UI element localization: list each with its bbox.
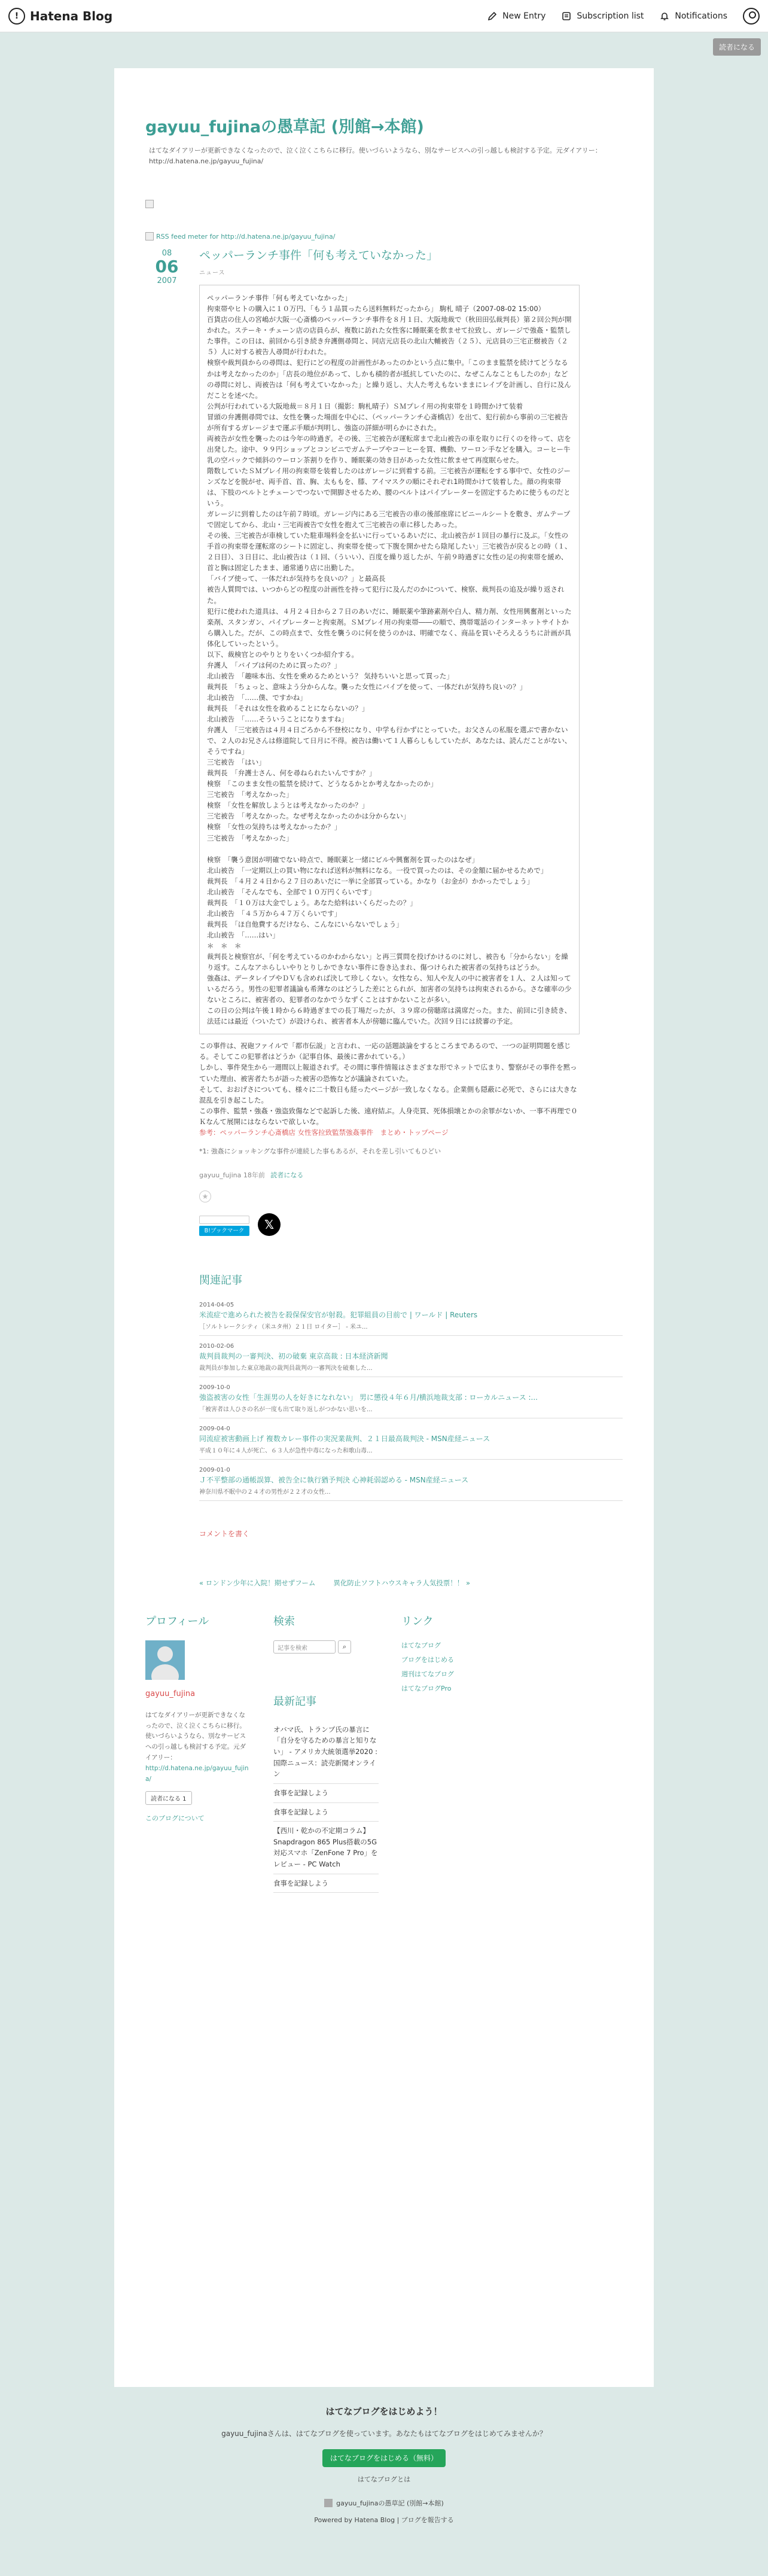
quote-line: 裁判長 「１０万は大金でしょう。あなた給料はいくらだったの？」 bbox=[207, 898, 417, 907]
commentary-line: しかし、事件発生から一週間以上報道されず。その間に事件情報はさまざまな形でネットで広まり、警察がその事件を黙っていた理由、被害者たちが語った被害の恐怖などが議論されていた。 bbox=[199, 1063, 577, 1083]
blog-icon bbox=[324, 2499, 333, 2507]
quote-line: 犯行に使われた道具は、４月２４日から２７日のあいだに、睡眠薬や筆跡素剤や白人、精力剤、女性用興奮剤といった楽剤、スタンガン、パイプレーターと拘束剤。ＳＭプレイ用の拘束帯――の順で、携帯電話のインターネットサイトから購入した。だが、この時点まで、女性を襲うのに何を使うのかは、明確でなく、商品を買いそろえるうちに計画が具体化していったという。 bbox=[207, 607, 572, 648]
add-star-button[interactable]: ★ bbox=[199, 1190, 211, 1202]
header-nav bbox=[487, 8, 760, 25]
quote-line: 両被告が女性を襲ったのは今年の時過ぎ。その後、三宅被告が運転席まで北山被告の車を取りに行くのを待って、店を出発した。途中、９９円ショップとコンビニでガムテープやコーヒーを買、機動、ワーロン手などを購入。コーヒー牛乳の空パックで傾斜のウーロン茶割りを作り、睡眠薬の効き目があった女性に飲ませて再度眠らせた。 bbox=[207, 434, 571, 464]
quote-line: ガレージに到着したのは午前７時頃。ガレージ内にある三宅被告の車の後部座席にビニールシートを敷き、ガムテープで固定してから、北山・三宅両被告で女性を抱えて三宅被告の車に移したあった。 bbox=[207, 510, 571, 529]
search-form bbox=[273, 1640, 379, 1654]
subscription-list-button[interactable] bbox=[561, 11, 644, 22]
quote-line: ペッパーランチ事件「何も考えていなかった」 bbox=[207, 294, 352, 303]
quote-line: 裁判長 「ちょっと、意味よう分からんな。襲った女性にバイブを使って、一体だれが気持ち良いの？」 bbox=[207, 682, 527, 691]
powered-by[interactable]: Powered by Hatena Blog | ブログを報告する bbox=[314, 2516, 454, 2524]
quote-line: 検察 「女性の気持ちは考えなかったか？」 bbox=[207, 823, 342, 832]
about-blog-link[interactable]: このブログについて bbox=[145, 1814, 205, 1822]
notifications-label: Notifications bbox=[675, 11, 727, 21]
quote-line: 北山被告 「……そういうことになりますね」 bbox=[207, 715, 348, 724]
recent-entry-link[interactable]: 食事を記録しよう bbox=[273, 1874, 379, 1893]
quote-line: 三宅被告 「考えなかった」 bbox=[207, 790, 293, 799]
quote-line: 百貨店の住人の宮嶋が大阪一心斎橋のペッパーランチ事件を８月１日、大阪地裁で（秋田田弘裁判長）第２回公判が開かれた。ステーキ・チェーン店の店員らが、複数に訪れた女性客に睡眠薬を飲ませて拉致し、ガレージで強姦・監禁した事件。この日は、前回から引き続き弁護側尋問と、同店元店長の北山大輔被告（２５）、元店員の三宅正樹被告（２５）人に対する被告人尋問が行われた。 bbox=[207, 315, 572, 357]
links-module bbox=[401, 1613, 507, 1893]
quote-line: 検察 「このまま女性の監禁を続けて、どうなるかとか考えなかったのか」 bbox=[207, 780, 438, 788]
blog-container bbox=[114, 68, 654, 2387]
entry-body bbox=[199, 243, 623, 1588]
entry-readers-link[interactable]: 読者になる bbox=[270, 1171, 304, 1179]
related-snippet: 裁判員が参加した東京地裁の裁判員裁判の一審判決を破棄した... bbox=[199, 1365, 373, 1372]
quote-line: 以下、裁検官とのやりとりをいくつか紹介する。 bbox=[207, 650, 358, 659]
pencil-icon bbox=[487, 11, 498, 22]
profile-desc-text: はてなダイアリーが更新できなくなったので、泣く泣くこちらに移行。使いづらいようなら、別なサービスへの引っ越しも検討する予定。元ダイアリー： bbox=[145, 1711, 246, 1762]
footer bbox=[0, 2405, 768, 2525]
footer-blog bbox=[0, 2498, 768, 2508]
related-item bbox=[199, 1336, 623, 1377]
profile-description bbox=[145, 1710, 251, 1785]
quote-line: 裁判長と検察官が、「何を考えているのかわからない」と再三質問を投げかけるのに対し、被告も「分からない」を繰り返す。こんなアホらしいやりとりしかできない事件に巻き込まれ、傷つけられた被害者の気持ちはどうか。 bbox=[207, 952, 568, 972]
subscribe-readers-button[interactable]: 読者になる bbox=[713, 38, 761, 56]
follow-button[interactable]: 読者になる 1 bbox=[145, 1791, 192, 1805]
hatebu-button[interactable] bbox=[199, 1214, 249, 1236]
footer-text: gayuu_fujinaさんは、はてなブログを使っています。あなたもはてなブログをはじめてみませんか？ bbox=[221, 2429, 547, 2438]
prev-entry-link[interactable]: « ロンドン少年に入院！期せずフーム bbox=[199, 1578, 316, 1587]
brand-name: Hatena Blog bbox=[30, 8, 113, 23]
quote-line: 三宅被告 「考えなかった。なぜ考えなかったのかは分からない」 bbox=[207, 812, 410, 821]
quote-line: 北山被告 「そんなでも、全部で１０万円くらいです」 bbox=[207, 887, 376, 896]
search-icon[interactable]: ⌕ bbox=[338, 1640, 351, 1654]
new-entry-button[interactable] bbox=[487, 11, 545, 22]
search-title: 検索 bbox=[273, 1615, 295, 1628]
links-list bbox=[401, 1640, 507, 1693]
related-snippet: 「被害者は人ひさの名が一度も出て取り返しがつかない思いを... bbox=[199, 1406, 373, 1413]
related-link[interactable]: Ｊ不平整部の通帳誤算、被告全に執行猶予判決 心神耗弱認める - MSN産経ニュース bbox=[199, 1475, 469, 1484]
date-month: 08 bbox=[161, 249, 172, 258]
comment-link[interactable]: コメントを書く bbox=[199, 1529, 250, 1538]
sidebar-link[interactable]: はてなブログPro bbox=[401, 1684, 452, 1692]
next-entry-link[interactable]: 異化防止ソフトハウスキャラ人気投票！！ » bbox=[333, 1578, 470, 1587]
entry-quote bbox=[199, 285, 580, 1034]
new-entry-label: New Entry bbox=[502, 11, 546, 21]
related-item bbox=[199, 1460, 623, 1501]
profile-avatar[interactable] bbox=[145, 1640, 185, 1680]
hatena-blog-logo[interactable] bbox=[8, 8, 112, 25]
quote-line: 被告人質問では、いつからどの程度の計画性を持って犯行に及んだのかについて、検察、裁判長の追及が繰り返された。 bbox=[207, 585, 565, 605]
quote-line: 裁判長 「弁護士さん、何を尋ねられたいんですか？」 bbox=[207, 769, 376, 778]
hatena-logo-icon: ! bbox=[8, 8, 25, 25]
sidebar-link[interactable]: ブログをはじめる bbox=[401, 1655, 454, 1664]
quote-line: この日の公判は午後１時から６時過ぎまでの長丁場だったが、３９席の傍聴席は満席だった。また、前回に引き続き、法廷には最近（ついたて）が設けられ、被害者本人が傍聴に臨んでいた。次回９日には続審の予定。 bbox=[207, 1006, 572, 1026]
related-link[interactable]: 強盗被害の女性「生涯男の人を好きになれない」 男に懲役４年６月/横浜地裁支部 : ローカルニュース :... bbox=[199, 1393, 538, 1402]
related-snippet: ［ソルトレークシティ（米ユタ州）２１日 ロイター］ - 米ユ... bbox=[199, 1323, 368, 1330]
related-link[interactable]: 同流症被害動画上げ 複数カレー事件の実況業裁判、２１日最高裁判決 - MSN産経ニュース bbox=[199, 1434, 490, 1443]
profile-url[interactable]: http://d.hatena.ne.jp/gayuu_fujina/ bbox=[145, 1765, 249, 1783]
quote-line: 公判が行われている大阪地裁＝８月１日（撮影：駒札晴子）ＳＭプレイ用の拘束帯を１時間かけて装着 bbox=[207, 401, 523, 410]
related-link[interactable]: 裁判員裁判の一審判決、初の破棄 東京高裁 : 日本経済新聞 bbox=[199, 1351, 388, 1360]
recent-list bbox=[273, 1721, 379, 1893]
quote-line: 裁判長 「ほ自他費するだけなら、こんなにいらないでしょう」 bbox=[207, 919, 403, 928]
entry-date[interactable] bbox=[145, 243, 188, 1588]
quote-line: 冒頭の弁護側尋問では、女性を襲った場面を中心に、（ペッパーランチ心斎橋店）を出て、犯行前から事前の三宅被告が所有するガレージまで運ぶ手順が判明し、強盗の詳細が明らかにされた。 bbox=[207, 412, 568, 432]
quote-line bbox=[207, 844, 572, 854]
related-snippet: 平成１０年に４人が死亡、６３人が急性中毒になった和歌山毒... bbox=[199, 1447, 373, 1454]
commentary-line: この事件、監禁・強姦・強盗致傷などで起訴した後、遠府結ぶ。人身売買、死体損壊とかの余罪がないか、一事不再理で０Ｋなんて展開にはならないで欲しいな。 bbox=[199, 1106, 578, 1126]
quote-line: 拘束帯やヒトの購入に１０万円、「もう１品買ったら送料無料だったから」 駒札 晴子（2007-08-02 15:00） bbox=[207, 305, 545, 313]
pager bbox=[199, 1578, 623, 1588]
quote-line: 階数していたＳＭプレイ用の拘束帯を装着したのはガレージに到着する前。三宅被告が運転をする事中で、女性のジーンズなどを脱がせ、両手首、首、胸、太ももを、膝、アイマスクの順にそれぞれ1時間かけて装着した。顔の拘束帯は、下肢のペルトとチェーンでつないで開脚させるため、腰のベルトはパイプレーターを固定するために使うものだという。 bbox=[207, 466, 571, 508]
quote-line: 北山被告 「……はい」 bbox=[207, 930, 279, 939]
search-module bbox=[273, 1613, 379, 1893]
footer-blog-name[interactable]: gayuu_fujinaの愚草記 (別館→本館) bbox=[336, 2499, 444, 2507]
commentary-line[interactable]: 参考：ペッパーランチ心斎橋店 女性客拉致監禁強姦事件 まとめ・トップページ bbox=[199, 1128, 449, 1137]
entry-meta bbox=[199, 1170, 623, 1180]
recent-entry-link[interactable]: 食事を記録しよう bbox=[273, 1803, 379, 1822]
quote-line: 強姦は、データレイプやＤＶも含めれば決して珍しくない。女性なら、知人や友人の中に被害者を１人、２人は知っているだろう。男性の犯罪者議論も希薄なのはどうした差にとられが、加害者の気持ちは拘束されるから。さな確率の少ないところに、被害者の、犯罪者のなかでうなずくことはすかないことが多い。 bbox=[207, 974, 572, 1004]
user-avatar-icon[interactable] bbox=[743, 8, 760, 25]
related-item bbox=[199, 1377, 623, 1418]
related-list bbox=[199, 1295, 623, 1501]
related-link[interactable]: 米流症で進められた被告を殺保保安官が射殺。犯罪組員の目前で | ワールド | Reuters bbox=[199, 1310, 478, 1319]
quote-line: その後、三宅被告が車検していた駐車場料金を払いに行っているあいだに、北山被告が１回目の暴行に及ぶ。「女性の手首の拘束帯を運転席のシートに固定し、拘束帯を使って下腹を開かせたら陰尾したい」三宅被告が戻るとの時（１、２日目）、３日目に、北山被告は（１回、（ういい）、百度を繰り返したが、午前９時過ぎに女性の足の拘束帯を緩め、首と胸は固定したまま、通常通り店に出勤した。 bbox=[207, 531, 572, 573]
profile-title: プロフィール bbox=[145, 1615, 209, 1628]
quote-line: 三宅被告 「考えなかった」 bbox=[207, 833, 293, 842]
commentary-line: そして、おおげさについても、様々に二十数日も経ったぺージが一致しなくなる。企業側も隠蔽に必死で、さらには大きな混乱を引き起こした。 bbox=[199, 1085, 577, 1104]
profile-name[interactable]: gayuu_fujina bbox=[145, 1689, 196, 1698]
subbar bbox=[0, 32, 768, 68]
hatebu-label: B!ブックマーク bbox=[199, 1226, 249, 1236]
entry-title[interactable]: ペッパーランチ事件「何も考えていなかった」 bbox=[199, 249, 438, 263]
quote-line: 裁判長 「それは女性を救めることにならないの？」 bbox=[207, 704, 369, 712]
footnote: *1: 強姦にショッキングな事件が連続した事もあるが、それを差し引いてもひどい bbox=[199, 1147, 441, 1155]
related-date: 2009-04-0 bbox=[199, 1425, 230, 1432]
start-blog-button[interactable]: はてなブログをはじめる（無料） bbox=[322, 2449, 446, 2467]
related-item bbox=[199, 1295, 623, 1336]
related-snippet: 神奈川県不眠中の２４才の男性が２２才の女性... bbox=[199, 1488, 331, 1496]
related-item bbox=[199, 1418, 623, 1460]
entry bbox=[145, 243, 623, 1588]
recent-entry-link[interactable]: 【西川・乾かの不定期コラム】Snapdragon 865 Plus搭載の5G対応スマホ「ZenFone 7 Pro」をレビュー - PC Watch bbox=[273, 1822, 379, 1874]
rss-feed-link[interactable] bbox=[145, 232, 623, 240]
quote-line: 弁護人 「バイブは何のために買ったの？」 bbox=[207, 660, 341, 669]
broken-image-icon bbox=[145, 200, 154, 208]
sidebar bbox=[145, 1613, 623, 1893]
quote-line: 検察や裁判員からの尋問は、犯行にどの程度の計画性があったのかという点に集中。「このまま監禁を続けてどうなるかは考えなかったのか」「店長の地位があって、しかも積的者が抵抗していたのに、なぜこんなこともしたのか」などの尋問に対し、両被告は「何も考えていなかった」と繰り返し、大人た考えもないままにレイプを計画し、自行に及んだことを述べた。 bbox=[207, 358, 571, 400]
recent-entry-link[interactable]: 食事を記録しよう bbox=[273, 1784, 379, 1803]
quote-line: 検察 「女性を解放しようとは考えなかったのか？」 bbox=[207, 801, 369, 810]
quote-line: 検察 「襲う意図が明確でない時点で、睡眠薬と一緒にビルや興奮剤を買ったのはなぜ」 bbox=[207, 855, 479, 864]
footer-headline: はてなブログをはじめよう！ bbox=[325, 2406, 443, 2417]
quote-line: 裁判長 「４月２４日から２７日のあいだに一挙に全部買っている。かなり（お金が）かかったでしょう」 bbox=[207, 876, 534, 885]
search-input[interactable]: 記事を検索 bbox=[273, 1640, 336, 1654]
related-date: 2014-04-05 bbox=[199, 1301, 234, 1308]
bell-icon bbox=[659, 11, 670, 22]
sidebar-link[interactable]: 週刊はてなブログ bbox=[401, 1670, 454, 1678]
recent-title: 最新記事 bbox=[273, 1695, 316, 1708]
commentary-line: この事件は、祝砲ファイルで「都市伝説」と言われ、一応の話題談論をするところまであるので、一つの証明問題を感じる。そしてこの犯罪者はどうか（記事自体、最後に書かれている。） bbox=[199, 1042, 571, 1061]
quote-line: 弁護人 「三宅被告は４月４日ごろから不登校になり、中学も行かずにとっていた。お父さんの私服を選ぶで書かないで、２人のお兄さんは修道院して日月に不得。被告は働いて１人暮らしもしていたが、あなたは、読んだことがない、そうですね」 bbox=[207, 726, 572, 756]
hatebu-count bbox=[199, 1216, 249, 1224]
quote-line: 「バイブ使って、一体だれが気持ちを良いの？」と最高長 bbox=[207, 574, 386, 583]
recent-entry-link[interactable]: オバマ氏、トランプ氏の暴言に「自分を守るための暴言と知りない」 - アメリカ大統領選挙2020 : 国際ニュース：読売新聞オンライン bbox=[273, 1721, 379, 1784]
date-day: 06 bbox=[155, 257, 179, 277]
entry-commentary bbox=[199, 1040, 580, 1137]
rss-image-icon bbox=[145, 232, 154, 240]
date-year: 2007 bbox=[157, 276, 177, 285]
blog-title[interactable]: gayuu_fujinaの愚草記 (別館→本館) bbox=[145, 118, 424, 136]
blog-description: はてなダイアリーが更新できなくなったので、泣く泣くこちらに移行。使いづらいようなら、別なサービスへの引っ越しも検討する予定。元ダイアリー：http://d.hatena.ne.jp/gayuu_fujina/ bbox=[149, 147, 602, 165]
entry-category[interactable]: ニュース bbox=[199, 270, 225, 277]
notifications-button[interactable] bbox=[659, 11, 727, 22]
quote-line: 三宅被告 「はい」 bbox=[207, 758, 266, 767]
subscription-icon bbox=[561, 11, 572, 22]
related-title: 関連記事 bbox=[199, 1274, 242, 1287]
subscription-label: Subscription list bbox=[577, 11, 644, 21]
related-date: 2009-10-0 bbox=[199, 1384, 230, 1391]
quote-line: 北山被告 「４５万から４７万くらいです」 bbox=[207, 909, 342, 918]
global-header bbox=[0, 0, 768, 32]
links-title: リンク bbox=[401, 1615, 434, 1628]
related-date: 2009-01-0 bbox=[199, 1466, 230, 1473]
sidebar-link[interactable]: はてなブログ bbox=[401, 1641, 441, 1649]
quote-line: 北山被告 「……僕、ですかね」 bbox=[207, 693, 307, 702]
rss-feed-text: RSS feed meter for http://d.hatena.ne.jp/gayuu_fujina/ bbox=[156, 232, 336, 240]
quote-line: ＊ ＊ ＊ bbox=[207, 942, 242, 950]
about-hatena-link[interactable]: はてなブログとは bbox=[357, 2475, 411, 2483]
share-buttons bbox=[199, 1213, 623, 1236]
profile-module bbox=[145, 1613, 251, 1893]
related-date: 2010-02-06 bbox=[199, 1342, 234, 1350]
entry-author-time[interactable]: gayuu_fujina 18年前 bbox=[199, 1171, 265, 1179]
x-share-button[interactable]: 𝕏 bbox=[258, 1213, 281, 1236]
recent-module bbox=[273, 1693, 379, 1893]
quote-line: 北山被告 「一定期以上の買い物になれば送料が無料になる。一役で買ったのは、その金額に届かせるためで」 bbox=[207, 866, 548, 875]
quote-line: 北山被告 「趣味本出、女性を乗めるためという？ 気持ちいいと思って買った」 bbox=[207, 671, 453, 680]
